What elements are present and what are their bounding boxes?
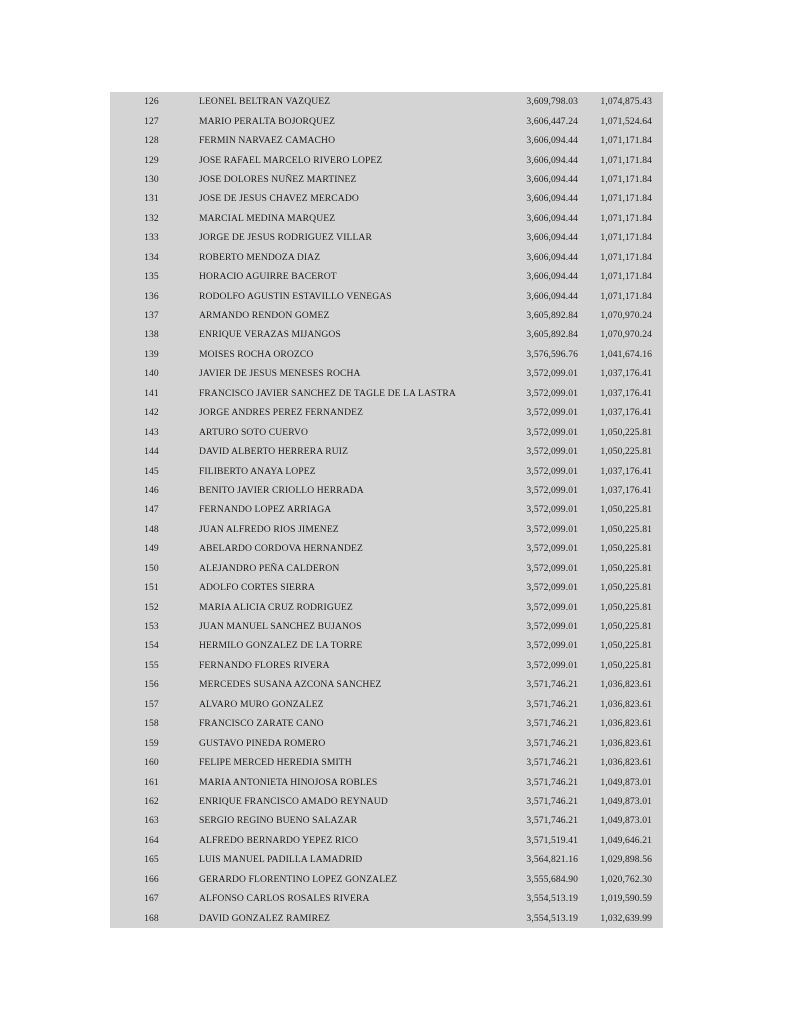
amount-1-cell: 3,606,094.44 xyxy=(526,154,578,166)
row-number-cell: 164 xyxy=(144,834,159,846)
amount-2-cell: 1,029,898.56 xyxy=(600,854,652,866)
amount-2-cell: 1,050,225.81 xyxy=(600,659,652,671)
amount-1-cell: 3,564,821.16 xyxy=(526,854,578,866)
table-row xyxy=(110,131,663,150)
amount-2-cell: 1,019,590.59 xyxy=(600,893,652,905)
amount-1-cell: 3,606,094.44 xyxy=(526,135,578,147)
name-cell: RODOLFO AGUSTIN ESTAVILLO VENEGAS xyxy=(199,290,392,302)
row-number-cell: 144 xyxy=(144,446,159,458)
name-cell: FILIBERTO ANAYA LOPEZ xyxy=(199,465,316,477)
name-cell: FELIPE MERCED HEREDIA SMITH xyxy=(199,757,352,769)
row-number-cell: 133 xyxy=(144,232,159,244)
amount-2-cell: 1,050,225.81 xyxy=(600,543,652,555)
table-row xyxy=(110,170,663,189)
amount-1-cell: 3,572,099.01 xyxy=(526,407,578,419)
amount-2-cell: 1,032,639.99 xyxy=(600,912,652,924)
amount-1-cell: 3,571,519.41 xyxy=(526,834,578,846)
amount-1-cell: 3,606,094.44 xyxy=(526,173,578,185)
name-cell: BENITO JAVIER CRIOLLO HERRADA xyxy=(199,484,364,496)
name-cell: JAVIER DE JESUS MENESES ROCHA xyxy=(199,368,361,380)
amount-2-cell: 1,071,171.84 xyxy=(600,212,652,224)
amount-1-cell: 3,605,892.84 xyxy=(526,310,578,322)
row-number-cell: 130 xyxy=(144,173,159,185)
amount-1-cell: 3,606,447.24 xyxy=(526,115,578,127)
name-cell: JUAN ALFREDO RIOS JIMENEZ xyxy=(199,523,339,535)
row-number-cell: 163 xyxy=(144,815,159,827)
amount-2-cell: 1,050,225.81 xyxy=(600,426,652,438)
amount-1-cell: 3,572,099.01 xyxy=(526,543,578,555)
amount-2-cell: 1,071,171.84 xyxy=(600,290,652,302)
amount-2-cell: 1,049,873.01 xyxy=(600,776,652,788)
name-cell: ABELARDO CORDOVA HERNANDEZ xyxy=(199,543,363,555)
name-cell: ALFREDO BERNARDO YEPEZ RICO xyxy=(199,834,359,846)
amount-1-cell: 3,572,099.01 xyxy=(526,387,578,399)
name-cell: ENRIQUE FRANCISCO AMADO REYNAUD xyxy=(199,795,388,807)
name-cell: FERNANDO FLORES RIVERA xyxy=(199,659,330,671)
amount-2-cell: 1,036,823.61 xyxy=(600,679,652,691)
row-number-cell: 151 xyxy=(144,582,159,594)
table-row xyxy=(110,364,663,383)
table-row xyxy=(110,481,663,500)
row-number-cell: 167 xyxy=(144,893,159,905)
amount-1-cell: 3,572,099.01 xyxy=(526,562,578,574)
table-row xyxy=(110,539,663,558)
row-number-cell: 128 xyxy=(144,135,159,147)
amount-2-cell: 1,050,225.81 xyxy=(600,504,652,516)
table-row xyxy=(110,520,663,539)
row-number-cell: 150 xyxy=(144,562,159,574)
table-row xyxy=(110,267,663,286)
name-cell: MARIA ALICIA CRUZ RODRIGUEZ xyxy=(199,601,353,613)
row-number-cell: 166 xyxy=(144,873,159,885)
row-number-cell: 134 xyxy=(144,251,159,263)
table-row xyxy=(110,92,663,111)
amount-1-cell: 3,606,094.44 xyxy=(526,251,578,263)
table-row xyxy=(110,286,663,305)
amount-2-cell: 1,071,524.64 xyxy=(600,115,652,127)
name-cell: DAVID GONZALEZ RAMIREZ xyxy=(199,912,330,924)
row-number-cell: 153 xyxy=(144,621,159,633)
data-table-container xyxy=(110,92,663,928)
table-row xyxy=(110,559,663,578)
table-row xyxy=(110,908,663,927)
row-number-cell: 137 xyxy=(144,310,159,322)
amount-1-cell: 3,572,099.01 xyxy=(526,465,578,477)
row-number-cell: 145 xyxy=(144,465,159,477)
row-number-cell: 149 xyxy=(144,543,159,555)
row-number-cell: 140 xyxy=(144,368,159,380)
row-number-cell: 126 xyxy=(144,96,159,108)
table-row xyxy=(110,228,663,247)
row-number-cell: 129 xyxy=(144,154,159,166)
name-cell: LEONEL BELTRAN VAZQUEZ xyxy=(199,96,331,108)
name-cell: MARIA ANTONIETA HINOJOSA ROBLES xyxy=(199,776,378,788)
amount-1-cell: 3,572,099.01 xyxy=(526,426,578,438)
row-number-cell: 132 xyxy=(144,212,159,224)
table-row xyxy=(110,500,663,519)
amount-2-cell: 1,071,171.84 xyxy=(600,232,652,244)
amount-1-cell: 3,554,513.19 xyxy=(526,912,578,924)
amount-2-cell: 1,050,225.81 xyxy=(600,582,652,594)
name-cell: HORACIO AGUIRRE BACEROT xyxy=(199,271,337,283)
name-cell: ALFONSO CARLOS ROSALES RIVERA xyxy=(199,893,370,905)
name-cell: JOSE DOLORES NUÑEZ MARTINEZ xyxy=(199,173,357,185)
amount-1-cell: 3,572,099.01 xyxy=(526,484,578,496)
name-cell: JORGE ANDRES PEREZ FERNANDEZ xyxy=(199,407,364,419)
name-cell: ALVARO MURO GONZALEZ xyxy=(199,698,324,710)
name-cell: ADOLFO CORTES SIERRA xyxy=(199,582,316,594)
row-number-cell: 152 xyxy=(144,601,159,613)
row-number-cell: 162 xyxy=(144,795,159,807)
table-row xyxy=(110,189,663,208)
name-cell: GUSTAVO PINEDA ROMERO xyxy=(199,737,326,749)
row-number-cell: 136 xyxy=(144,290,159,302)
name-cell: DAVID ALBERTO HERRERA RUIZ xyxy=(199,446,349,458)
table-row xyxy=(110,772,663,791)
amount-2-cell: 1,050,225.81 xyxy=(600,523,652,535)
name-cell: ALEJANDRO PEÑA CALDERON xyxy=(199,562,340,574)
amount-1-cell: 3,572,099.01 xyxy=(526,446,578,458)
amount-1-cell: 3,606,094.44 xyxy=(526,232,578,244)
amount-2-cell: 1,071,171.84 xyxy=(600,173,652,185)
row-number-cell: 157 xyxy=(144,698,159,710)
amount-2-cell: 1,050,225.81 xyxy=(600,621,652,633)
row-number-cell: 160 xyxy=(144,757,159,769)
amount-2-cell: 1,070,970.24 xyxy=(600,329,652,341)
amount-2-cell: 1,036,823.61 xyxy=(600,698,652,710)
amount-1-cell: 3,572,099.01 xyxy=(526,582,578,594)
name-cell: FERMIN NARVAEZ CAMACHO xyxy=(199,135,336,147)
table-row xyxy=(110,850,663,869)
table-row xyxy=(110,753,663,772)
name-cell: JUAN MANUEL SANCHEZ BUJANOS xyxy=(199,621,362,633)
row-number-cell: 148 xyxy=(144,523,159,535)
table-row xyxy=(110,597,663,616)
amount-2-cell: 1,071,171.84 xyxy=(600,251,652,263)
row-number-cell: 138 xyxy=(144,329,159,341)
amount-1-cell: 3,606,094.44 xyxy=(526,212,578,224)
name-cell: LUIS MANUEL PADILLA LAMADRID xyxy=(199,854,363,866)
row-number-cell: 168 xyxy=(144,912,159,924)
name-cell: JORGE DE JESUS RODRIGUEZ VILLAR xyxy=(199,232,372,244)
name-cell: JOSE RAFAEL MARCELO RIVERO LOPEZ xyxy=(199,154,383,166)
data-table xyxy=(110,92,663,928)
amount-1-cell: 3,571,746.21 xyxy=(526,679,578,691)
amount-2-cell: 1,041,674.16 xyxy=(600,348,652,360)
amount-1-cell: 3,605,892.84 xyxy=(526,329,578,341)
name-cell: JOSE DE JESUS CHAVEZ MERCADO xyxy=(199,193,359,205)
table-row xyxy=(110,889,663,908)
table-body xyxy=(110,92,663,928)
amount-1-cell: 3,571,746.21 xyxy=(526,698,578,710)
table-row xyxy=(110,792,663,811)
row-number-cell: 127 xyxy=(144,115,159,127)
amount-2-cell: 1,049,873.01 xyxy=(600,815,652,827)
amount-1-cell: 3,571,746.21 xyxy=(526,776,578,788)
row-number-cell: 161 xyxy=(144,776,159,788)
name-cell: ENRIQUE VERAZAS MIJANGOS xyxy=(199,329,341,341)
row-number-cell: 155 xyxy=(144,659,159,671)
table-row xyxy=(110,150,663,169)
amount-1-cell: 3,572,099.01 xyxy=(526,601,578,613)
name-cell: FRANCISCO JAVIER SANCHEZ DE TAGLE DE LA LASTRA xyxy=(199,387,456,399)
amount-1-cell: 3,571,746.21 xyxy=(526,718,578,730)
amount-1-cell: 3,606,094.44 xyxy=(526,290,578,302)
table-row xyxy=(110,209,663,228)
amount-2-cell: 1,071,171.84 xyxy=(600,135,652,147)
table-row xyxy=(110,578,663,597)
amount-1-cell: 3,571,746.21 xyxy=(526,815,578,827)
amount-2-cell: 1,071,171.84 xyxy=(600,271,652,283)
table-row xyxy=(110,811,663,830)
table-row xyxy=(110,831,663,850)
amount-2-cell: 1,037,176.41 xyxy=(600,368,652,380)
table-row xyxy=(110,714,663,733)
table-row xyxy=(110,733,663,752)
row-number-cell: 141 xyxy=(144,387,159,399)
name-cell: ROBERTO MENDOZA DIAZ xyxy=(199,251,321,263)
name-cell: GERARDO FLORENTINO LOPEZ GONZALEZ xyxy=(199,873,398,885)
amount-1-cell: 3,571,746.21 xyxy=(526,737,578,749)
table-row xyxy=(110,695,663,714)
amount-1-cell: 3,572,099.01 xyxy=(526,504,578,516)
table-row xyxy=(110,325,663,344)
name-cell: FERNANDO LOPEZ ARRIAGA xyxy=(199,504,332,516)
amount-2-cell: 1,036,823.61 xyxy=(600,737,652,749)
row-number-cell: 147 xyxy=(144,504,159,516)
amount-1-cell: 3,554,513.19 xyxy=(526,893,578,905)
amount-2-cell: 1,071,171.84 xyxy=(600,154,652,166)
amount-2-cell: 1,049,873.01 xyxy=(600,795,652,807)
amount-1-cell: 3,571,746.21 xyxy=(526,795,578,807)
row-number-cell: 154 xyxy=(144,640,159,652)
amount-2-cell: 1,074,875.43 xyxy=(600,96,652,108)
amount-1-cell: 3,572,099.01 xyxy=(526,640,578,652)
amount-1-cell: 3,555,684.90 xyxy=(526,873,578,885)
row-number-cell: 146 xyxy=(144,484,159,496)
amount-1-cell: 3,572,099.01 xyxy=(526,621,578,633)
amount-2-cell: 1,050,225.81 xyxy=(600,446,652,458)
amount-2-cell: 1,049,646.21 xyxy=(600,834,652,846)
amount-2-cell: 1,050,225.81 xyxy=(600,601,652,613)
amount-2-cell: 1,037,176.41 xyxy=(600,465,652,477)
amount-2-cell: 1,050,225.81 xyxy=(600,562,652,574)
row-number-cell: 135 xyxy=(144,271,159,283)
table-row xyxy=(110,111,663,130)
row-number-cell: 142 xyxy=(144,407,159,419)
amount-1-cell: 3,606,094.44 xyxy=(526,193,578,205)
name-cell: ARTURO SOTO CUERVO xyxy=(199,426,309,438)
row-number-cell: 139 xyxy=(144,348,159,360)
name-cell: FRANCISCO ZARATE CANO xyxy=(199,718,324,730)
table-row xyxy=(110,345,663,364)
table-row xyxy=(110,617,663,636)
name-cell: HERMILO GONZALEZ DE LA TORRE xyxy=(199,640,363,652)
table-row xyxy=(110,636,663,655)
amount-2-cell: 1,036,823.61 xyxy=(600,757,652,769)
amount-2-cell: 1,071,171.84 xyxy=(600,193,652,205)
name-cell: MARCIAL MEDINA MARQUEZ xyxy=(199,212,336,224)
row-number-cell: 158 xyxy=(144,718,159,730)
amount-2-cell: 1,050,225.81 xyxy=(600,640,652,652)
table-row xyxy=(110,306,663,325)
amount-1-cell: 3,609,798.03 xyxy=(526,96,578,108)
row-number-cell: 143 xyxy=(144,426,159,438)
amount-2-cell: 1,036,823.61 xyxy=(600,718,652,730)
row-number-cell: 156 xyxy=(144,679,159,691)
table-row xyxy=(110,675,663,694)
table-row xyxy=(110,384,663,403)
table-row xyxy=(110,422,663,441)
amount-1-cell: 3,572,099.01 xyxy=(526,368,578,380)
name-cell: MERCEDES SUSANA AZCONA SANCHEZ xyxy=(199,679,382,691)
table-row xyxy=(110,656,663,675)
name-cell: MOISES ROCHA OROZCO xyxy=(199,348,314,360)
amount-2-cell: 1,037,176.41 xyxy=(600,387,652,399)
amount-1-cell: 3,571,746.21 xyxy=(526,757,578,769)
amount-1-cell: 3,576,596.76 xyxy=(526,348,578,360)
row-number-cell: 165 xyxy=(144,854,159,866)
row-number-cell: 131 xyxy=(144,193,159,205)
name-cell: SERGIO REGINO BUENO SALAZAR xyxy=(199,815,358,827)
amount-1-cell: 3,572,099.01 xyxy=(526,523,578,535)
table-row xyxy=(110,403,663,422)
amount-2-cell: 1,037,176.41 xyxy=(600,407,652,419)
table-row xyxy=(110,442,663,461)
table-row xyxy=(110,461,663,480)
amount-2-cell: 1,020,762.30 xyxy=(600,873,652,885)
amount-2-cell: 1,037,176.41 xyxy=(600,484,652,496)
row-number-cell: 159 xyxy=(144,737,159,749)
table-row xyxy=(110,870,663,889)
table-row xyxy=(110,248,663,267)
amount-1-cell: 3,572,099.01 xyxy=(526,659,578,671)
amount-2-cell: 1,070,970.24 xyxy=(600,310,652,322)
name-cell: ARMANDO RENDON GOMEZ xyxy=(199,310,330,322)
amount-1-cell: 3,606,094.44 xyxy=(526,271,578,283)
name-cell: MARIO PERALTA BOJORQUEZ xyxy=(199,115,336,127)
